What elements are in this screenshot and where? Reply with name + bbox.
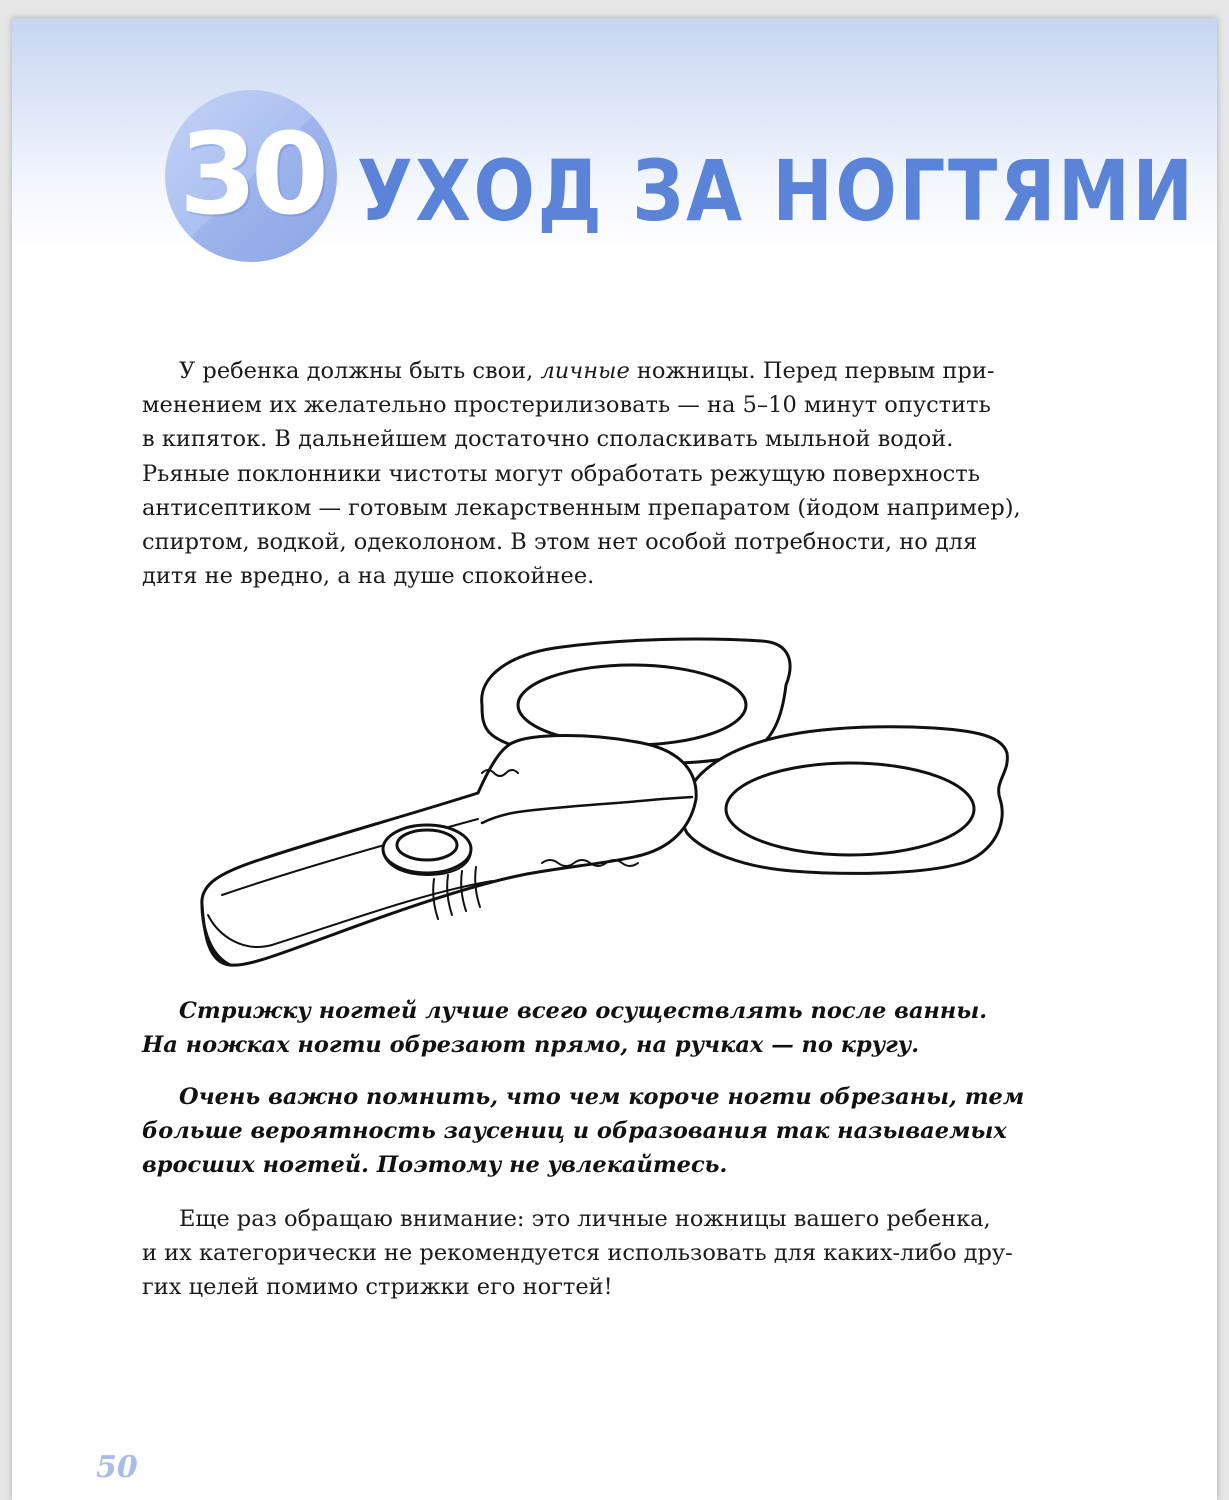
text-line: больше вероятность заусениц и образования так называемых <box>142 1118 1007 1145</box>
text-line: Рьяные поклонники чистоты могут обработать режущую поверхность <box>142 460 980 487</box>
page-number: 50 <box>96 1450 138 1485</box>
italic-word: личные <box>540 358 630 384</box>
final-paragraph <box>142 1202 1122 1305</box>
chapter-badge <box>165 90 337 262</box>
tip-paragraph-2 <box>142 1080 1122 1183</box>
scissors-icon <box>182 623 1012 983</box>
text-line: спиртом, водкой, одеколоном. В этом нет особой потребности, но для <box>142 529 978 556</box>
text-line: в кипяток. В дальнейшем достаточно споласкивать мыльной водой. <box>142 426 954 453</box>
text-span: ножницы. Перед первым при- <box>629 358 995 384</box>
tip-paragraph-1 <box>142 994 1122 1062</box>
text-line: На ножках ногти обрезают прямо, на ручках — по кругу. <box>142 1032 920 1059</box>
text-line: Стрижку ногтей лучше всего осуществлять после ванны. <box>179 998 988 1024</box>
chapter-title: УХОД ЗА НОГТЯМИ <box>357 142 1196 240</box>
text-span: У ребенка должны быть свои, <box>179 358 541 384</box>
text-line <box>142 354 1122 388</box>
text-line: менением их желательно простерилизовать — на 5–10 минут опустить <box>142 392 991 419</box>
text-line: дитя не вредно, а на душе спокойнее. <box>142 563 595 590</box>
text-line: и их категорически не рекомендуется использовать для каких-либо дру- <box>142 1240 1013 1267</box>
text-line: Очень важно помнить, что чем короче ногти обрезаны, тем <box>179 1084 1025 1110</box>
book-page <box>12 18 1217 1500</box>
text-line: Еще раз обращаю внимание: это личные ножницы вашего ребенка, <box>179 1206 991 1232</box>
text-line: гих целей помимо стрижки его ногтей! <box>142 1274 613 1301</box>
intro-paragraph <box>142 354 1122 593</box>
text-line: антисептиком — готовым лекарственным препаратом (йодом например), <box>142 494 1021 521</box>
text-line: вросших ногтей. Поэтому не увлекайтесь. <box>142 1152 728 1179</box>
chapter-number: 30 <box>179 110 323 240</box>
